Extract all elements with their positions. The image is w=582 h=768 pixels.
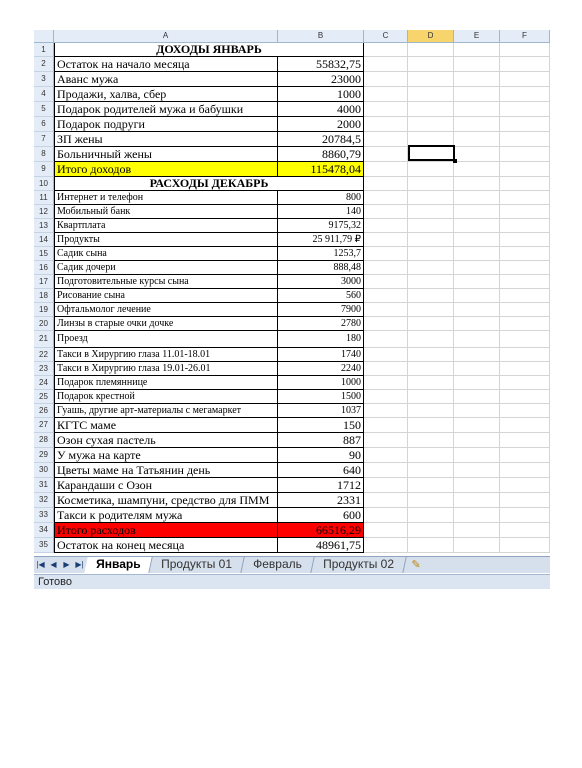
empty-cell[interactable] [454, 362, 500, 376]
row-header[interactable]: 2 [34, 57, 54, 72]
row-header[interactable]: 7 [34, 132, 54, 147]
empty-cell[interactable] [500, 132, 550, 147]
grid-rows [34, 43, 550, 553]
cell-b[interactable]: 90 [278, 448, 364, 463]
empty-cell[interactable] [364, 331, 408, 348]
empty-cell[interactable] [408, 418, 454, 433]
column-header-d[interactable]: D [408, 30, 454, 42]
cell-a[interactable]: ДОХОДЫ ЯНВАРЬ [54, 43, 364, 57]
row-header[interactable]: 21 [34, 331, 54, 348]
row-header[interactable]: 9 [34, 162, 54, 177]
cell-a[interactable]: Подарок племяннице [54, 376, 278, 390]
row-header[interactable]: 30 [34, 463, 54, 478]
empty-cell[interactable] [364, 117, 408, 132]
row-header[interactable]: 23 [34, 362, 54, 376]
cell-a[interactable]: Мобильный банк [54, 205, 278, 219]
row-header[interactable]: 18 [34, 289, 54, 303]
cell-b[interactable]: 1000 [278, 376, 364, 390]
empty-cell[interactable] [500, 275, 550, 289]
empty-cell[interactable] [454, 463, 500, 478]
first-sheet-icon[interactable]: |◀ [36, 560, 45, 569]
cell-b[interactable]: 560 [278, 289, 364, 303]
cell-b[interactable]: 887 [278, 433, 364, 448]
empty-cell[interactable] [454, 102, 500, 117]
table-row [34, 317, 550, 331]
empty-cell[interactable] [364, 162, 408, 177]
row-header[interactable]: 12 [34, 205, 54, 219]
row-header[interactable]: 24 [34, 376, 54, 390]
row-header[interactable]: 11 [34, 191, 54, 205]
empty-cell[interactable] [454, 177, 500, 191]
empty-cell[interactable] [408, 508, 454, 523]
empty-cell[interactable] [500, 247, 550, 261]
row-header[interactable]: 28 [34, 433, 54, 448]
row-header[interactable]: 31 [34, 478, 54, 493]
table-row [34, 275, 550, 289]
column-header-c[interactable]: C [364, 30, 408, 42]
empty-cell[interactable] [454, 205, 500, 219]
empty-cell[interactable] [364, 376, 408, 390]
empty-cell[interactable] [454, 404, 500, 418]
empty-cell[interactable] [454, 508, 500, 523]
cell-a[interactable]: Линзы в старые очки дочке [54, 317, 278, 331]
empty-cell[interactable] [500, 289, 550, 303]
empty-cell[interactable] [500, 72, 550, 87]
cell-b[interactable]: 2000 [278, 117, 364, 132]
cell-b[interactable]: 1712 [278, 478, 364, 493]
cell-a[interactable]: Остаток на начало месяца [54, 57, 278, 72]
cell-a[interactable]: Итого расходов [54, 523, 278, 538]
empty-cell[interactable] [500, 448, 550, 463]
empty-cell[interactable] [454, 390, 500, 404]
empty-cell[interactable] [454, 303, 500, 317]
empty-cell[interactable] [364, 317, 408, 331]
cell-a[interactable]: Продукты [54, 233, 278, 247]
empty-cell[interactable] [500, 508, 550, 523]
row-header[interactable]: 10 [34, 177, 54, 191]
empty-cell[interactable] [500, 317, 550, 331]
empty-cell[interactable] [454, 219, 500, 233]
spreadsheet-grid[interactable] [34, 30, 550, 553]
row-header[interactable]: 1 [34, 43, 54, 57]
tab-products-01[interactable]: Продукты 01 [150, 557, 245, 573]
empty-cell[interactable] [454, 261, 500, 275]
cell-b[interactable]: 8860,79 [278, 147, 364, 162]
table-row [34, 478, 550, 493]
sheet-tab-bar [34, 556, 550, 573]
empty-cell[interactable] [454, 478, 500, 493]
empty-cell[interactable] [500, 493, 550, 508]
row-header[interactable]: 16 [34, 261, 54, 275]
empty-cell[interactable] [408, 102, 454, 117]
cell-a[interactable]: Аванс мужа [54, 72, 278, 87]
cell-a[interactable]: Подарок родителей мужа и бабушки [54, 102, 278, 117]
table-row [34, 177, 550, 191]
row-header[interactable]: 13 [34, 219, 54, 233]
table-row [34, 117, 550, 132]
empty-cell[interactable] [408, 433, 454, 448]
cell-b[interactable]: 150 [278, 418, 364, 433]
empty-cell[interactable] [408, 376, 454, 390]
empty-cell[interactable] [364, 433, 408, 448]
cell-a[interactable]: Такси к родителям мужа [54, 508, 278, 523]
cell-b[interactable]: 7900 [278, 303, 364, 317]
empty-cell[interactable] [408, 57, 454, 72]
empty-cell[interactable] [500, 43, 550, 57]
empty-cell[interactable] [408, 72, 454, 87]
empty-cell[interactable] [364, 72, 408, 87]
cell-a[interactable]: Проезд [54, 331, 278, 348]
table-row [34, 43, 550, 57]
empty-cell[interactable] [408, 289, 454, 303]
row-header[interactable]: 34 [34, 523, 54, 538]
row-header[interactable]: 14 [34, 233, 54, 247]
cell-a[interactable]: Остаток на конец месяца [54, 538, 278, 553]
cell-b[interactable]: 640 [278, 463, 364, 478]
cell-b[interactable]: 4000 [278, 102, 364, 117]
cell-a[interactable]: Косметика, шампуни, средство для ПММ [54, 493, 278, 508]
empty-cell[interactable] [500, 117, 550, 132]
row-header[interactable]: 20 [34, 317, 54, 331]
row-header[interactable]: 3 [34, 72, 54, 87]
row-header[interactable]: 19 [34, 303, 54, 317]
empty-cell[interactable] [500, 87, 550, 102]
select-all-corner[interactable] [34, 30, 54, 42]
row-header[interactable]: 8 [34, 147, 54, 162]
table-row [34, 303, 550, 317]
table-row [34, 162, 550, 177]
empty-cell[interactable] [364, 303, 408, 317]
table-row [34, 219, 550, 233]
cell-b[interactable]: 2240 [278, 362, 364, 376]
empty-cell[interactable] [408, 538, 454, 553]
row-header[interactable]: 17 [34, 275, 54, 289]
cell-a[interactable]: Подарок подруги [54, 117, 278, 132]
empty-cell[interactable] [500, 390, 550, 404]
tab-january[interactable]: Январь [84, 557, 153, 573]
row-header[interactable]: 4 [34, 87, 54, 102]
empty-cell[interactable] [364, 538, 408, 553]
row-header[interactable]: 29 [34, 448, 54, 463]
empty-cell[interactable] [500, 348, 550, 362]
cell-a[interactable]: Такси в Хирургию глаза 19.01-26.01 [54, 362, 278, 376]
empty-cell[interactable] [364, 233, 408, 247]
empty-cell[interactable] [500, 418, 550, 433]
column-header-b[interactable]: B [278, 30, 364, 42]
empty-cell[interactable] [408, 463, 454, 478]
empty-cell[interactable] [364, 508, 408, 523]
empty-cell[interactable] [408, 523, 454, 538]
cell-a[interactable]: Больничный жены [54, 147, 278, 162]
empty-cell[interactable] [408, 177, 454, 191]
empty-cell[interactable] [500, 57, 550, 72]
empty-cell[interactable] [364, 362, 408, 376]
empty-cell[interactable] [364, 205, 408, 219]
empty-cell[interactable] [454, 433, 500, 448]
empty-cell[interactable] [454, 376, 500, 390]
empty-cell[interactable] [364, 390, 408, 404]
empty-cell[interactable] [408, 404, 454, 418]
empty-cell[interactable] [364, 463, 408, 478]
prev-sheet-icon[interactable]: ◀ [50, 560, 57, 569]
row-header[interactable]: 25 [34, 390, 54, 404]
empty-cell[interactable] [500, 147, 550, 162]
cell-b[interactable]: 25 911,79 ₽ [278, 233, 364, 247]
empty-cell[interactable] [408, 117, 454, 132]
cell-b[interactable]: 55832,75 [278, 57, 364, 72]
cell-a[interactable]: Озон сухая пастель [54, 433, 278, 448]
table-row [34, 132, 550, 147]
row-header[interactable]: 33 [34, 508, 54, 523]
column-header-f[interactable]: F [500, 30, 550, 42]
cell-a[interactable]: Квартплата [54, 219, 278, 233]
empty-cell[interactable] [364, 219, 408, 233]
cell-b[interactable]: 180 [278, 331, 364, 348]
cell-a[interactable]: Рисование сына [54, 289, 278, 303]
empty-cell[interactable] [500, 523, 550, 538]
empty-cell[interactable] [408, 478, 454, 493]
empty-cell[interactable] [364, 348, 408, 362]
table-row [34, 508, 550, 523]
empty-cell[interactable] [408, 362, 454, 376]
column-header-e[interactable]: E [454, 30, 500, 42]
empty-cell[interactable] [500, 362, 550, 376]
table-row [34, 538, 550, 553]
cell-a[interactable]: Карандаши с Озон [54, 478, 278, 493]
row-header[interactable]: 27 [34, 418, 54, 433]
tab-february[interactable]: Февраль [242, 557, 315, 573]
empty-cell[interactable] [500, 219, 550, 233]
cell-b[interactable]: 1253,7 [278, 247, 364, 261]
empty-cell[interactable] [454, 523, 500, 538]
empty-cell[interactable] [408, 43, 454, 57]
cell-a[interactable]: Интернет и телефон [54, 191, 278, 205]
cell-a[interactable]: Итого доходов [54, 162, 278, 177]
table-row [34, 493, 550, 508]
cell-a[interactable]: КГТС маме [54, 418, 278, 433]
empty-cell[interactable] [408, 348, 454, 362]
status-bar [34, 574, 550, 589]
empty-cell[interactable] [364, 43, 408, 57]
tab-products-02[interactable]: Продукты 02 [311, 557, 406, 573]
cell-b[interactable]: 23000 [278, 72, 364, 87]
cell-a[interactable]: ЗП жены [54, 132, 278, 147]
empty-cell[interactable] [454, 275, 500, 289]
cell-a[interactable]: Гуашь, другие арт-материалы с мегамаркет [54, 404, 278, 418]
empty-cell[interactable] [454, 191, 500, 205]
empty-cell[interactable] [454, 448, 500, 463]
table-row [34, 390, 550, 404]
empty-cell[interactable] [408, 390, 454, 404]
cell-b[interactable]: 1740 [278, 348, 364, 362]
empty-cell[interactable] [454, 72, 500, 87]
empty-cell[interactable] [408, 219, 454, 233]
cell-b[interactable]: 66516,29 [278, 523, 364, 538]
empty-cell[interactable] [364, 523, 408, 538]
empty-cell[interactable] [500, 433, 550, 448]
row-header[interactable]: 26 [34, 404, 54, 418]
table-row [34, 463, 550, 478]
table-row [34, 247, 550, 261]
empty-cell[interactable] [364, 448, 408, 463]
table-row [34, 102, 550, 117]
empty-cell[interactable] [500, 538, 550, 553]
table-row [34, 72, 550, 87]
cell-a[interactable]: Подарок крестной [54, 390, 278, 404]
empty-cell[interactable] [408, 233, 454, 247]
empty-cell[interactable] [454, 331, 500, 348]
next-sheet-icon[interactable]: ▶ [63, 560, 70, 569]
table-row [34, 289, 550, 303]
empty-cell[interactable] [500, 162, 550, 177]
cell-a[interactable]: У мужа на карте [54, 448, 278, 463]
cell-a[interactable]: Цветы маме на Татьянин день [54, 463, 278, 478]
empty-cell[interactable] [500, 233, 550, 247]
empty-cell[interactable] [408, 205, 454, 219]
empty-cell[interactable] [408, 493, 454, 508]
empty-cell[interactable] [454, 348, 500, 362]
cell-b[interactable]: 1000 [278, 87, 364, 102]
empty-cell[interactable] [408, 331, 454, 348]
empty-cell[interactable] [454, 57, 500, 72]
row-header[interactable]: 5 [34, 102, 54, 117]
empty-cell[interactable] [364, 147, 408, 162]
empty-cell[interactable] [364, 177, 408, 191]
column-header-row [34, 30, 550, 43]
table-row [34, 348, 550, 362]
cell-b[interactable]: 9175,32 [278, 219, 364, 233]
cell-a[interactable]: Садик дочери [54, 261, 278, 275]
empty-cell[interactable] [364, 57, 408, 72]
table-row [34, 418, 550, 433]
empty-cell[interactable] [454, 493, 500, 508]
empty-cell[interactable] [454, 87, 500, 102]
table-row [34, 362, 550, 376]
empty-cell[interactable] [500, 478, 550, 493]
cell-b[interactable]: 800 [278, 191, 364, 205]
table-row [34, 233, 550, 247]
cell-b[interactable]: 140 [278, 205, 364, 219]
empty-cell[interactable] [454, 132, 500, 147]
empty-cell[interactable] [408, 317, 454, 331]
table-row [34, 205, 550, 219]
empty-cell[interactable] [408, 303, 454, 317]
empty-cell[interactable] [408, 448, 454, 463]
table-row [34, 147, 550, 162]
status-text: Готово [38, 576, 72, 588]
empty-cell[interactable] [408, 191, 454, 205]
empty-cell[interactable] [454, 147, 500, 162]
empty-cell[interactable] [408, 162, 454, 177]
cell-a[interactable]: Садик сына [54, 247, 278, 261]
table-row [34, 433, 550, 448]
empty-cell[interactable] [364, 87, 408, 102]
empty-cell[interactable] [500, 331, 550, 348]
empty-cell[interactable] [364, 261, 408, 275]
cell-a[interactable]: Подготовительные курсы сына [54, 275, 278, 289]
row-header[interactable]: 15 [34, 247, 54, 261]
cell-a[interactable]: РАСХОДЫ ДЕКАБРЬ [54, 177, 364, 191]
empty-cell[interactable] [454, 247, 500, 261]
cell-a[interactable]: Такси в Хирургию глаза 11.01-18.01 [54, 348, 278, 362]
empty-cell[interactable] [500, 191, 550, 205]
cell-a[interactable]: Продажи, халва, сбер [54, 87, 278, 102]
empty-cell[interactable] [500, 376, 550, 390]
empty-cell[interactable] [408, 87, 454, 102]
cell-b[interactable]: 20784,5 [278, 132, 364, 147]
column-header-a[interactable]: A [54, 30, 278, 42]
row-header[interactable]: 6 [34, 117, 54, 132]
empty-cell[interactable] [364, 191, 408, 205]
cell-b[interactable]: 3000 [278, 275, 364, 289]
empty-cell[interactable] [454, 289, 500, 303]
empty-cell[interactable] [454, 538, 500, 553]
empty-cell[interactable] [364, 418, 408, 433]
row-header[interactable]: 22 [34, 348, 54, 362]
cell-a[interactable]: Офтальмолог лечение [54, 303, 278, 317]
empty-cell[interactable] [500, 177, 550, 191]
table-row [34, 191, 550, 205]
cell-b[interactable]: 1500 [278, 390, 364, 404]
empty-cell[interactable] [500, 261, 550, 275]
empty-cell[interactable] [408, 247, 454, 261]
empty-cell[interactable] [364, 247, 408, 261]
empty-cell[interactable] [454, 418, 500, 433]
cell-b[interactable]: 48961,75 [278, 538, 364, 553]
cell-b[interactable]: 2331 [278, 493, 364, 508]
empty-cell[interactable] [364, 289, 408, 303]
empty-cell[interactable] [364, 132, 408, 147]
empty-cell[interactable] [454, 233, 500, 247]
empty-cell[interactable] [454, 317, 500, 331]
table-row [34, 404, 550, 418]
cell-b[interactable]: 1037 [278, 404, 364, 418]
empty-cell[interactable] [408, 261, 454, 275]
active-cell-d8[interactable] [408, 145, 455, 161]
table-row [34, 261, 550, 275]
empty-cell[interactable] [364, 478, 408, 493]
table-row [34, 523, 550, 538]
empty-cell[interactable] [364, 404, 408, 418]
cell-b[interactable]: 600 [278, 508, 364, 523]
empty-cell[interactable] [408, 275, 454, 289]
empty-cell[interactable] [364, 493, 408, 508]
empty-cell[interactable] [454, 117, 500, 132]
empty-cell[interactable] [500, 303, 550, 317]
empty-cell[interactable] [500, 205, 550, 219]
empty-cell[interactable] [364, 275, 408, 289]
table-row [34, 376, 550, 390]
insert-sheet-icon[interactable]: ✎ [411, 559, 421, 571]
table-row [34, 448, 550, 463]
empty-cell[interactable] [500, 463, 550, 478]
row-header[interactable]: 35 [34, 538, 54, 553]
empty-cell[interactable] [454, 43, 500, 57]
table-row [34, 87, 550, 102]
empty-cell[interactable] [500, 102, 550, 117]
last-sheet-icon[interactable]: ▶| [75, 560, 84, 569]
empty-cell[interactable] [364, 102, 408, 117]
cell-b[interactable]: 888,48 [278, 261, 364, 275]
cell-b[interactable]: 2780 [278, 317, 364, 331]
row-header[interactable]: 32 [34, 493, 54, 508]
table-row [34, 57, 550, 72]
empty-cell[interactable] [454, 162, 500, 177]
empty-cell[interactable] [500, 404, 550, 418]
table-row [34, 331, 550, 348]
cell-b[interactable]: 115478,04 [278, 162, 364, 177]
